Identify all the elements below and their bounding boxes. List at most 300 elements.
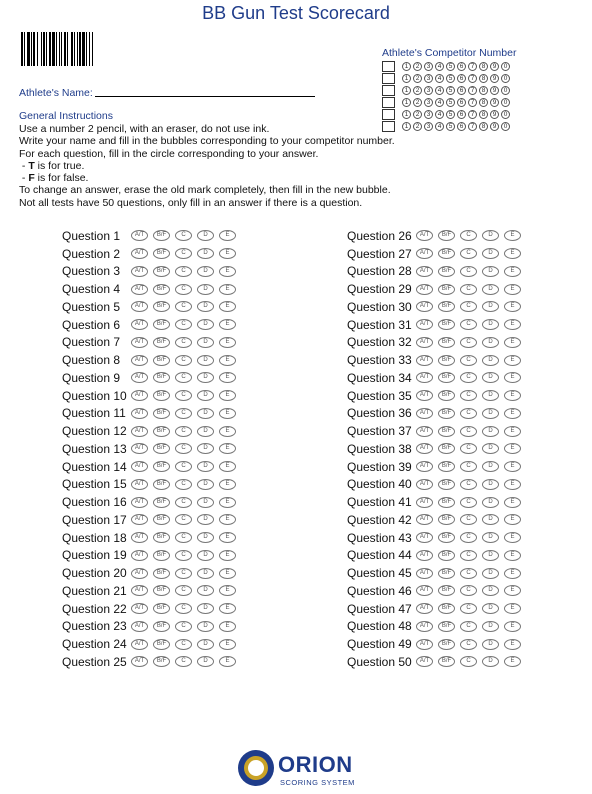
answer-bubble[interactable]: A/T bbox=[131, 568, 148, 579]
competitor-digit-bubble[interactable]: 9 bbox=[490, 86, 499, 95]
competitor-digit-box[interactable] bbox=[382, 85, 395, 96]
answer-bubble[interactable]: C bbox=[175, 656, 192, 667]
competitor-digit-bubble[interactable]: 8 bbox=[479, 86, 488, 95]
answer-bubble[interactable]: C bbox=[175, 585, 192, 596]
answer-bubble[interactable]: E bbox=[219, 390, 236, 401]
answer-bubble[interactable]: A/T bbox=[416, 301, 433, 312]
competitor-digit-bubble[interactable]: 5 bbox=[446, 86, 455, 95]
answer-bubble[interactable]: D bbox=[482, 443, 499, 454]
competitor-digit-bubble[interactable]: 0 bbox=[501, 62, 510, 71]
answer-bubble[interactable]: E bbox=[219, 230, 236, 241]
answer-bubble[interactable]: D bbox=[197, 639, 214, 650]
answer-bubble[interactable]: E bbox=[504, 621, 521, 632]
competitor-digit-bubble[interactable]: 0 bbox=[501, 74, 510, 83]
answer-bubble[interactable]: D bbox=[197, 621, 214, 632]
competitor-digit-bubble[interactable]: 2 bbox=[413, 98, 422, 107]
answer-bubble[interactable]: E bbox=[504, 230, 521, 241]
answer-bubble[interactable]: C bbox=[460, 603, 477, 614]
answer-bubble[interactable]: E bbox=[219, 248, 236, 259]
answer-bubble[interactable]: A/T bbox=[131, 656, 148, 667]
answer-bubble[interactable]: D bbox=[482, 372, 499, 383]
answer-bubble[interactable]: E bbox=[219, 497, 236, 508]
answer-bubble[interactable]: C bbox=[460, 372, 477, 383]
answer-bubble[interactable]: D bbox=[197, 337, 214, 348]
answer-bubble[interactable]: E bbox=[219, 532, 236, 543]
answer-bubble[interactable]: D bbox=[197, 656, 214, 667]
answer-bubble[interactable]: B/F bbox=[153, 301, 170, 312]
competitor-digit-bubble[interactable]: 5 bbox=[446, 98, 455, 107]
answer-bubble[interactable]: B/F bbox=[153, 514, 170, 525]
answer-bubble[interactable]: C bbox=[460, 337, 477, 348]
competitor-digit-bubble[interactable]: 4 bbox=[435, 98, 444, 107]
answer-bubble[interactable]: A/T bbox=[416, 284, 433, 295]
answer-bubble[interactable]: E bbox=[504, 408, 521, 419]
answer-bubble[interactable]: E bbox=[504, 479, 521, 490]
answer-bubble[interactable]: A/T bbox=[131, 603, 148, 614]
competitor-digit-bubble[interactable]: 1 bbox=[402, 110, 411, 119]
answer-bubble[interactable]: D bbox=[197, 443, 214, 454]
competitor-digit-bubble[interactable]: 3 bbox=[424, 98, 433, 107]
answer-bubble[interactable]: B/F bbox=[153, 408, 170, 419]
answer-bubble[interactable]: C bbox=[460, 639, 477, 650]
athlete-name-field[interactable] bbox=[95, 96, 315, 97]
answer-bubble[interactable]: D bbox=[482, 479, 499, 490]
answer-bubble[interactable]: E bbox=[219, 337, 236, 348]
answer-bubble[interactable]: C bbox=[460, 532, 477, 543]
competitor-digit-bubble[interactable]: 7 bbox=[468, 110, 477, 119]
answer-bubble[interactable]: E bbox=[504, 656, 521, 667]
answer-bubble[interactable]: D bbox=[197, 266, 214, 277]
answer-bubble[interactable]: B/F bbox=[438, 355, 455, 366]
answer-bubble[interactable]: C bbox=[460, 230, 477, 241]
competitor-digit-bubble[interactable]: 2 bbox=[413, 62, 422, 71]
answer-bubble[interactable]: D bbox=[197, 603, 214, 614]
answer-bubble[interactable]: D bbox=[482, 532, 499, 543]
answer-bubble[interactable]: E bbox=[219, 621, 236, 632]
answer-bubble[interactable]: E bbox=[504, 443, 521, 454]
competitor-digit-bubble[interactable]: 5 bbox=[446, 122, 455, 131]
answer-bubble[interactable]: B/F bbox=[438, 301, 455, 312]
answer-bubble[interactable]: B/F bbox=[438, 284, 455, 295]
answer-bubble[interactable]: B/F bbox=[153, 390, 170, 401]
answer-bubble[interactable]: B/F bbox=[438, 372, 455, 383]
answer-bubble[interactable]: A/T bbox=[131, 266, 148, 277]
answer-bubble[interactable]: E bbox=[504, 514, 521, 525]
answer-bubble[interactable]: D bbox=[197, 319, 214, 330]
competitor-digit-bubble[interactable]: 2 bbox=[413, 74, 422, 83]
answer-bubble[interactable]: B/F bbox=[438, 426, 455, 437]
competitor-digit-bubble[interactable]: 1 bbox=[402, 86, 411, 95]
answer-bubble[interactable]: D bbox=[197, 532, 214, 543]
answer-bubble[interactable]: E bbox=[504, 639, 521, 650]
competitor-digit-bubble[interactable]: 5 bbox=[446, 62, 455, 71]
answer-bubble[interactable]: A/T bbox=[416, 514, 433, 525]
answer-bubble[interactable]: B/F bbox=[153, 621, 170, 632]
competitor-digit-bubble[interactable]: 6 bbox=[457, 62, 466, 71]
answer-bubble[interactable]: B/F bbox=[153, 230, 170, 241]
answer-bubble[interactable]: B/F bbox=[153, 248, 170, 259]
answer-bubble[interactable]: A/T bbox=[416, 372, 433, 383]
answer-bubble[interactable]: A/T bbox=[131, 390, 148, 401]
answer-bubble[interactable]: C bbox=[175, 266, 192, 277]
answer-bubble[interactable]: E bbox=[219, 479, 236, 490]
answer-bubble[interactable]: C bbox=[175, 301, 192, 312]
competitor-digit-bubble[interactable]: 4 bbox=[435, 122, 444, 131]
competitor-digit-bubble[interactable]: 3 bbox=[424, 74, 433, 83]
answer-bubble[interactable]: D bbox=[197, 514, 214, 525]
competitor-digit-bubble[interactable]: 7 bbox=[468, 62, 477, 71]
competitor-digit-bubble[interactable]: 8 bbox=[479, 74, 488, 83]
answer-bubble[interactable]: D bbox=[482, 266, 499, 277]
answer-bubble[interactable]: E bbox=[504, 372, 521, 383]
competitor-digit-bubble[interactable]: 0 bbox=[501, 110, 510, 119]
answer-bubble[interactable]: E bbox=[219, 639, 236, 650]
answer-bubble[interactable]: A/T bbox=[416, 532, 433, 543]
answer-bubble[interactable]: A/T bbox=[131, 621, 148, 632]
answer-bubble[interactable]: C bbox=[460, 585, 477, 596]
answer-bubble[interactable]: A/T bbox=[416, 390, 433, 401]
answer-bubble[interactable]: B/F bbox=[438, 639, 455, 650]
answer-bubble[interactable]: B/F bbox=[438, 532, 455, 543]
competitor-digit-bubble[interactable]: 9 bbox=[490, 62, 499, 71]
answer-bubble[interactable]: D bbox=[482, 284, 499, 295]
competitor-digit-bubble[interactable]: 2 bbox=[413, 110, 422, 119]
answer-bubble[interactable]: E bbox=[504, 603, 521, 614]
competitor-digit-bubble[interactable]: 7 bbox=[468, 74, 477, 83]
answer-bubble[interactable]: D bbox=[197, 372, 214, 383]
competitor-digit-bubble[interactable]: 9 bbox=[490, 122, 499, 131]
answer-bubble[interactable]: B/F bbox=[438, 408, 455, 419]
answer-bubble[interactable]: D bbox=[197, 284, 214, 295]
answer-bubble[interactable]: D bbox=[482, 355, 499, 366]
answer-bubble[interactable]: D bbox=[482, 639, 499, 650]
answer-bubble[interactable]: E bbox=[504, 497, 521, 508]
answer-bubble[interactable]: C bbox=[175, 443, 192, 454]
competitor-digit-bubble[interactable]: 6 bbox=[457, 98, 466, 107]
answer-bubble[interactable]: B/F bbox=[438, 656, 455, 667]
answer-bubble[interactable]: C bbox=[460, 390, 477, 401]
answer-bubble[interactable]: C bbox=[460, 301, 477, 312]
answer-bubble[interactable]: A/T bbox=[131, 337, 148, 348]
answer-bubble[interactable]: D bbox=[197, 426, 214, 437]
answer-bubble[interactable]: B/F bbox=[153, 372, 170, 383]
answer-bubble[interactable]: A/T bbox=[416, 426, 433, 437]
answer-bubble[interactable]: A/T bbox=[416, 603, 433, 614]
answer-bubble[interactable]: E bbox=[219, 568, 236, 579]
answer-bubble[interactable]: C bbox=[175, 497, 192, 508]
answer-bubble[interactable]: A/T bbox=[416, 621, 433, 632]
competitor-digit-bubble[interactable]: 9 bbox=[490, 98, 499, 107]
answer-bubble[interactable]: A/T bbox=[131, 585, 148, 596]
answer-bubble[interactable]: E bbox=[219, 585, 236, 596]
answer-bubble[interactable]: E bbox=[504, 568, 521, 579]
answer-bubble[interactable]: E bbox=[219, 550, 236, 561]
answer-bubble[interactable]: A/T bbox=[131, 284, 148, 295]
answer-bubble[interactable]: E bbox=[504, 337, 521, 348]
answer-bubble[interactable]: D bbox=[482, 550, 499, 561]
answer-bubble[interactable]: A/T bbox=[416, 319, 433, 330]
answer-bubble[interactable]: C bbox=[175, 355, 192, 366]
answer-bubble[interactable]: D bbox=[482, 408, 499, 419]
answer-bubble[interactable]: B/F bbox=[438, 603, 455, 614]
answer-bubble[interactable]: E bbox=[504, 284, 521, 295]
answer-bubble[interactable]: A/T bbox=[131, 461, 148, 472]
answer-bubble[interactable]: E bbox=[219, 372, 236, 383]
answer-bubble[interactable]: E bbox=[504, 390, 521, 401]
answer-bubble[interactable]: D bbox=[197, 479, 214, 490]
answer-bubble[interactable]: C bbox=[460, 443, 477, 454]
answer-bubble[interactable]: A/T bbox=[131, 426, 148, 437]
answer-bubble[interactable]: B/F bbox=[438, 585, 455, 596]
answer-bubble[interactable]: A/T bbox=[131, 248, 148, 259]
answer-bubble[interactable]: A/T bbox=[131, 301, 148, 312]
answer-bubble[interactable]: E bbox=[504, 248, 521, 259]
answer-bubble[interactable]: A/T bbox=[416, 550, 433, 561]
answer-bubble[interactable]: D bbox=[197, 568, 214, 579]
answer-bubble[interactable]: B/F bbox=[438, 266, 455, 277]
answer-bubble[interactable]: D bbox=[197, 461, 214, 472]
competitor-digit-box[interactable] bbox=[382, 97, 395, 108]
answer-bubble[interactable]: D bbox=[482, 585, 499, 596]
answer-bubble[interactable]: D bbox=[197, 497, 214, 508]
answer-bubble[interactable]: B/F bbox=[153, 266, 170, 277]
answer-bubble[interactable]: B/F bbox=[438, 479, 455, 490]
answer-bubble[interactable]: C bbox=[460, 514, 477, 525]
answer-bubble[interactable]: C bbox=[460, 408, 477, 419]
answer-bubble[interactable]: E bbox=[219, 443, 236, 454]
answer-bubble[interactable]: D bbox=[197, 585, 214, 596]
answer-bubble[interactable]: A/T bbox=[416, 461, 433, 472]
answer-bubble[interactable]: B/F bbox=[438, 337, 455, 348]
answer-bubble[interactable]: B/F bbox=[438, 319, 455, 330]
answer-bubble[interactable]: A/T bbox=[131, 443, 148, 454]
answer-bubble[interactable]: D bbox=[197, 301, 214, 312]
answer-bubble[interactable]: A/T bbox=[416, 443, 433, 454]
answer-bubble[interactable]: D bbox=[482, 621, 499, 632]
answer-bubble[interactable]: C bbox=[175, 479, 192, 490]
answer-bubble[interactable]: B/F bbox=[438, 568, 455, 579]
answer-bubble[interactable]: D bbox=[197, 390, 214, 401]
answer-bubble[interactable]: C bbox=[175, 461, 192, 472]
answer-bubble[interactable]: A/T bbox=[131, 550, 148, 561]
competitor-digit-bubble[interactable]: 1 bbox=[402, 74, 411, 83]
answer-bubble[interactable]: C bbox=[460, 426, 477, 437]
answer-bubble[interactable]: B/F bbox=[153, 337, 170, 348]
answer-bubble[interactable]: C bbox=[175, 408, 192, 419]
competitor-digit-bubble[interactable]: 9 bbox=[490, 74, 499, 83]
competitor-digit-bubble[interactable]: 1 bbox=[402, 122, 411, 131]
answer-bubble[interactable]: A/T bbox=[416, 639, 433, 650]
answer-bubble[interactable]: B/F bbox=[438, 514, 455, 525]
answer-bubble[interactable]: C bbox=[460, 550, 477, 561]
answer-bubble[interactable]: C bbox=[175, 550, 192, 561]
competitor-digit-bubble[interactable]: 1 bbox=[402, 62, 411, 71]
answer-bubble[interactable]: C bbox=[175, 319, 192, 330]
competitor-digit-bubble[interactable]: 4 bbox=[435, 62, 444, 71]
competitor-digit-box[interactable] bbox=[382, 73, 395, 84]
competitor-digit-bubble[interactable]: 3 bbox=[424, 86, 433, 95]
answer-bubble[interactable]: A/T bbox=[131, 514, 148, 525]
competitor-digit-bubble[interactable]: 0 bbox=[501, 122, 510, 131]
competitor-digit-bubble[interactable]: 8 bbox=[479, 62, 488, 71]
answer-bubble[interactable]: A/T bbox=[131, 497, 148, 508]
competitor-digit-bubble[interactable]: 3 bbox=[424, 110, 433, 119]
answer-bubble[interactable]: C bbox=[175, 284, 192, 295]
answer-bubble[interactable]: B/F bbox=[153, 639, 170, 650]
competitor-digit-bubble[interactable]: 6 bbox=[457, 110, 466, 119]
answer-bubble[interactable]: B/F bbox=[153, 461, 170, 472]
answer-bubble[interactable]: B/F bbox=[153, 355, 170, 366]
competitor-digit-box[interactable] bbox=[382, 109, 395, 120]
answer-bubble[interactable]: E bbox=[219, 284, 236, 295]
answer-bubble[interactable]: B/F bbox=[153, 585, 170, 596]
answer-bubble[interactable]: D bbox=[197, 248, 214, 259]
competitor-digit-bubble[interactable]: 8 bbox=[479, 110, 488, 119]
answer-bubble[interactable]: B/F bbox=[153, 603, 170, 614]
answer-bubble[interactable]: A/T bbox=[416, 337, 433, 348]
answer-bubble[interactable]: C bbox=[460, 461, 477, 472]
answer-bubble[interactable]: B/F bbox=[153, 550, 170, 561]
answer-bubble[interactable]: E bbox=[219, 514, 236, 525]
answer-bubble[interactable]: B/F bbox=[438, 230, 455, 241]
answer-bubble[interactable]: D bbox=[482, 230, 499, 241]
answer-bubble[interactable]: E bbox=[219, 408, 236, 419]
answer-bubble[interactable]: E bbox=[219, 461, 236, 472]
answer-bubble[interactable]: A/T bbox=[131, 319, 148, 330]
answer-bubble[interactable]: C bbox=[460, 319, 477, 330]
answer-bubble[interactable]: D bbox=[482, 497, 499, 508]
competitor-digit-bubble[interactable]: 6 bbox=[457, 86, 466, 95]
competitor-digit-bubble[interactable]: 7 bbox=[468, 98, 477, 107]
answer-bubble[interactable]: C bbox=[460, 479, 477, 490]
answer-bubble[interactable]: E bbox=[504, 461, 521, 472]
answer-bubble[interactable]: E bbox=[219, 426, 236, 437]
answer-bubble[interactable]: A/T bbox=[131, 532, 148, 543]
answer-bubble[interactable]: A/T bbox=[416, 355, 433, 366]
answer-bubble[interactable]: D bbox=[482, 568, 499, 579]
competitor-digit-box[interactable] bbox=[382, 61, 395, 72]
competitor-digit-bubble[interactable]: 6 bbox=[457, 122, 466, 131]
answer-bubble[interactable]: D bbox=[197, 550, 214, 561]
answer-bubble[interactable]: E bbox=[219, 603, 236, 614]
answer-bubble[interactable]: E bbox=[219, 301, 236, 312]
answer-bubble[interactable]: D bbox=[197, 230, 214, 241]
answer-bubble[interactable]: D bbox=[482, 337, 499, 348]
answer-bubble[interactable]: B/F bbox=[438, 550, 455, 561]
answer-bubble[interactable]: A/T bbox=[416, 497, 433, 508]
answer-bubble[interactable]: D bbox=[197, 408, 214, 419]
answer-bubble[interactable]: E bbox=[504, 550, 521, 561]
competitor-digit-bubble[interactable]: 4 bbox=[435, 110, 444, 119]
answer-bubble[interactable]: A/T bbox=[416, 266, 433, 277]
competitor-digit-bubble[interactable]: 3 bbox=[424, 122, 433, 131]
competitor-digit-bubble[interactable]: 9 bbox=[490, 110, 499, 119]
answer-bubble[interactable]: B/F bbox=[438, 461, 455, 472]
answer-bubble[interactable]: C bbox=[460, 284, 477, 295]
competitor-digit-bubble[interactable]: 5 bbox=[446, 110, 455, 119]
answer-bubble[interactable]: A/T bbox=[416, 230, 433, 241]
answer-bubble[interactable]: B/F bbox=[153, 497, 170, 508]
answer-bubble[interactable]: D bbox=[482, 461, 499, 472]
answer-bubble[interactable]: C bbox=[460, 621, 477, 632]
answer-bubble[interactable]: B/F bbox=[153, 532, 170, 543]
answer-bubble[interactable]: B/F bbox=[153, 443, 170, 454]
answer-bubble[interactable]: A/T bbox=[131, 372, 148, 383]
answer-bubble[interactable]: A/T bbox=[416, 568, 433, 579]
answer-bubble[interactable]: A/T bbox=[131, 479, 148, 490]
competitor-digit-bubble[interactable]: 2 bbox=[413, 86, 422, 95]
answer-bubble[interactable]: C bbox=[175, 248, 192, 259]
answer-bubble[interactable]: C bbox=[175, 337, 192, 348]
answer-bubble[interactable]: D bbox=[482, 390, 499, 401]
competitor-digit-bubble[interactable]: 4 bbox=[435, 86, 444, 95]
answer-bubble[interactable]: A/T bbox=[131, 230, 148, 241]
competitor-digit-bubble[interactable]: 8 bbox=[479, 122, 488, 131]
answer-bubble[interactable]: A/T bbox=[131, 408, 148, 419]
answer-bubble[interactable]: D bbox=[482, 514, 499, 525]
answer-bubble[interactable]: D bbox=[482, 426, 499, 437]
answer-bubble[interactable]: C bbox=[175, 532, 192, 543]
answer-bubble[interactable]: E bbox=[504, 426, 521, 437]
competitor-digit-bubble[interactable]: 0 bbox=[501, 98, 510, 107]
competitor-digit-bubble[interactable]: 6 bbox=[457, 74, 466, 83]
competitor-digit-bubble[interactable]: 5 bbox=[446, 74, 455, 83]
answer-bubble[interactable]: B/F bbox=[153, 479, 170, 490]
competitor-digit-bubble[interactable]: 2 bbox=[413, 122, 422, 131]
competitor-digit-bubble[interactable]: 1 bbox=[402, 98, 411, 107]
answer-bubble[interactable]: E bbox=[219, 319, 236, 330]
answer-bubble[interactable]: E bbox=[504, 532, 521, 543]
answer-bubble[interactable]: A/T bbox=[131, 355, 148, 366]
competitor-digit-bubble[interactable]: 4 bbox=[435, 74, 444, 83]
answer-bubble[interactable]: E bbox=[504, 355, 521, 366]
answer-bubble[interactable]: E bbox=[504, 585, 521, 596]
answer-bubble[interactable]: D bbox=[197, 355, 214, 366]
answer-bubble[interactable]: A/T bbox=[416, 479, 433, 490]
answer-bubble[interactable]: B/F bbox=[438, 497, 455, 508]
answer-bubble[interactable]: C bbox=[460, 266, 477, 277]
answer-bubble[interactable]: E bbox=[219, 656, 236, 667]
answer-bubble[interactable]: C bbox=[460, 568, 477, 579]
answer-bubble[interactable]: C bbox=[460, 656, 477, 667]
answer-bubble[interactable]: E bbox=[219, 355, 236, 366]
answer-bubble[interactable]: C bbox=[460, 497, 477, 508]
competitor-digit-bubble[interactable]: 8 bbox=[479, 98, 488, 107]
answer-bubble[interactable]: E bbox=[504, 301, 521, 312]
answer-bubble[interactable]: B/F bbox=[153, 426, 170, 437]
answer-bubble[interactable]: C bbox=[175, 603, 192, 614]
answer-bubble[interactable]: A/T bbox=[416, 248, 433, 259]
answer-bubble[interactable]: C bbox=[175, 372, 192, 383]
answer-bubble[interactable]: E bbox=[219, 266, 236, 277]
answer-bubble[interactable]: A/T bbox=[416, 585, 433, 596]
answer-bubble[interactable]: D bbox=[482, 301, 499, 312]
answer-bubble[interactable]: B/F bbox=[438, 443, 455, 454]
answer-bubble[interactable]: B/F bbox=[438, 248, 455, 259]
answer-bubble[interactable]: B/F bbox=[438, 621, 455, 632]
competitor-digit-bubble[interactable]: 7 bbox=[468, 122, 477, 131]
answer-bubble[interactable]: C bbox=[175, 639, 192, 650]
answer-bubble[interactable]: B/F bbox=[153, 319, 170, 330]
answer-bubble[interactable]: B/F bbox=[153, 656, 170, 667]
competitor-digit-bubble[interactable]: 7 bbox=[468, 86, 477, 95]
answer-bubble[interactable]: B/F bbox=[153, 568, 170, 579]
answer-bubble[interactable]: C bbox=[175, 621, 192, 632]
answer-bubble[interactable]: E bbox=[504, 319, 521, 330]
answer-bubble[interactable]: C bbox=[175, 230, 192, 241]
answer-bubble[interactable]: D bbox=[482, 603, 499, 614]
answer-bubble[interactable]: D bbox=[482, 248, 499, 259]
